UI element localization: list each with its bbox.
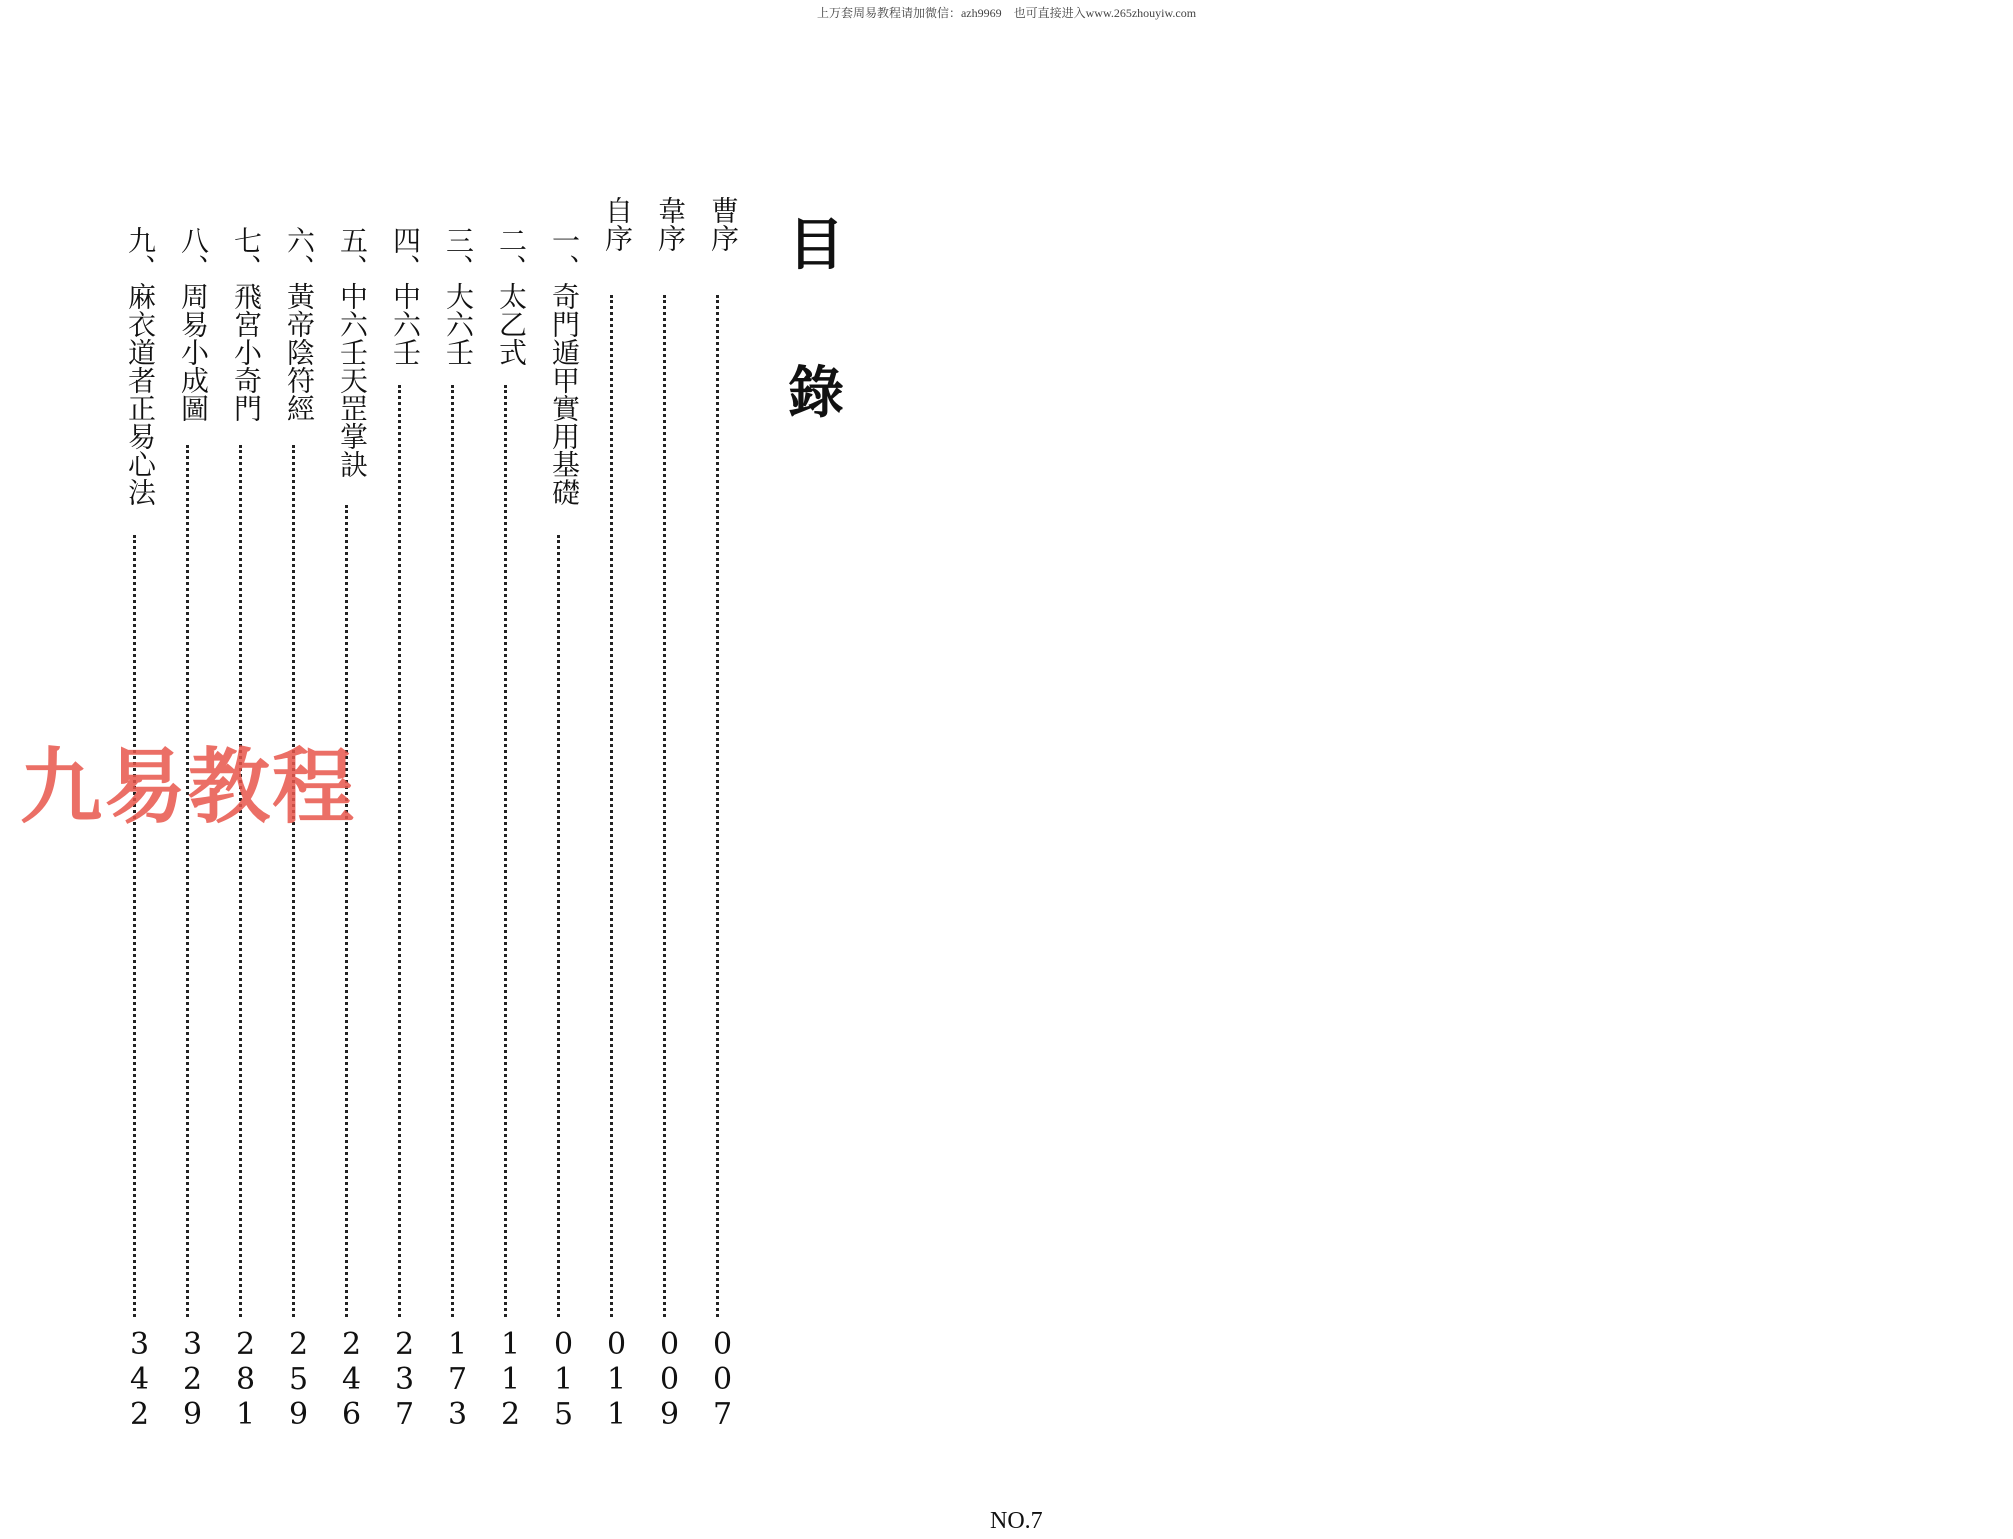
dotted-leader xyxy=(504,385,507,1317)
toc-entry-page-number: 011 xyxy=(599,1327,634,1432)
toc-entry-preface-cao xyxy=(698,0,738,1539)
dotted-leader xyxy=(186,445,189,1317)
dotted-leader xyxy=(610,295,613,1317)
toc-entry-label: 一、奇門遁甲實用基礎 xyxy=(548,226,581,506)
toc-entry-label: 韋序 xyxy=(654,196,687,252)
toc-entry-page-number: 329 xyxy=(175,1327,210,1432)
toc-entry-label: 五、中六壬天罡掌訣 xyxy=(336,226,369,478)
toc-entry-page-number: 246 xyxy=(334,1327,369,1432)
toc-entry-preface-wei xyxy=(645,0,685,1539)
header-watermark: 上万套周易教程请加微信：azh9969 也可直接进入www.265zhouyiw.com xyxy=(816,6,1197,20)
dotted-leader xyxy=(345,505,348,1317)
overlay-watermark: 九易教程 xyxy=(20,740,357,835)
toc-entry-page-number: 007 xyxy=(705,1327,740,1432)
dotted-leader xyxy=(663,295,666,1317)
toc-entry-label: 七、飛宮小奇門 xyxy=(230,226,263,422)
dotted-leader xyxy=(398,385,401,1317)
toc-title-char-1: 目 xyxy=(788,213,844,278)
toc-entry-chapter-2 xyxy=(486,0,526,1539)
toc-entry-label: 六、黃帝陰符經 xyxy=(283,226,316,422)
toc-entry-page-number: 015 xyxy=(546,1327,581,1432)
toc-entry-chapter-1 xyxy=(539,0,579,1539)
toc-title-char-2: 錄 xyxy=(788,361,844,426)
toc-entry-label: 曹序 xyxy=(707,196,740,252)
toc-entry-chapter-3 xyxy=(433,0,473,1539)
dotted-leader xyxy=(716,295,719,1317)
dotted-leader xyxy=(557,535,560,1317)
toc-entry-label: 四、中六壬 xyxy=(389,226,422,366)
toc-entry-page-number: 173 xyxy=(440,1327,475,1432)
toc-entry-page-number: 281 xyxy=(228,1327,263,1432)
dotted-leader xyxy=(451,385,454,1317)
dotted-leader xyxy=(133,535,136,1317)
toc-entry-page-number: 342 xyxy=(122,1327,157,1432)
toc-entry-label: 八、周易小成圖 xyxy=(177,226,210,422)
toc-entry-page-number: 259 xyxy=(281,1327,316,1432)
toc-entry-label: 二、太乙式 xyxy=(495,226,528,366)
toc-entry-preface-self xyxy=(592,0,632,1539)
toc-entry-page-number: 112 xyxy=(493,1327,528,1432)
toc-entry-chapter-4 xyxy=(380,0,420,1539)
dotted-leader xyxy=(239,445,242,1317)
toc-entry-page-number: 237 xyxy=(387,1327,422,1432)
page-footer: NO.7 xyxy=(990,1508,1043,1534)
toc-entry-label: 自序 xyxy=(601,196,634,252)
toc-entry-page-number: 009 xyxy=(652,1327,687,1432)
dotted-leader xyxy=(292,445,295,1317)
toc-entry-label: 九、麻衣道者正易心法 xyxy=(124,226,157,506)
toc-entry-label: 三、大六壬 xyxy=(442,226,475,366)
